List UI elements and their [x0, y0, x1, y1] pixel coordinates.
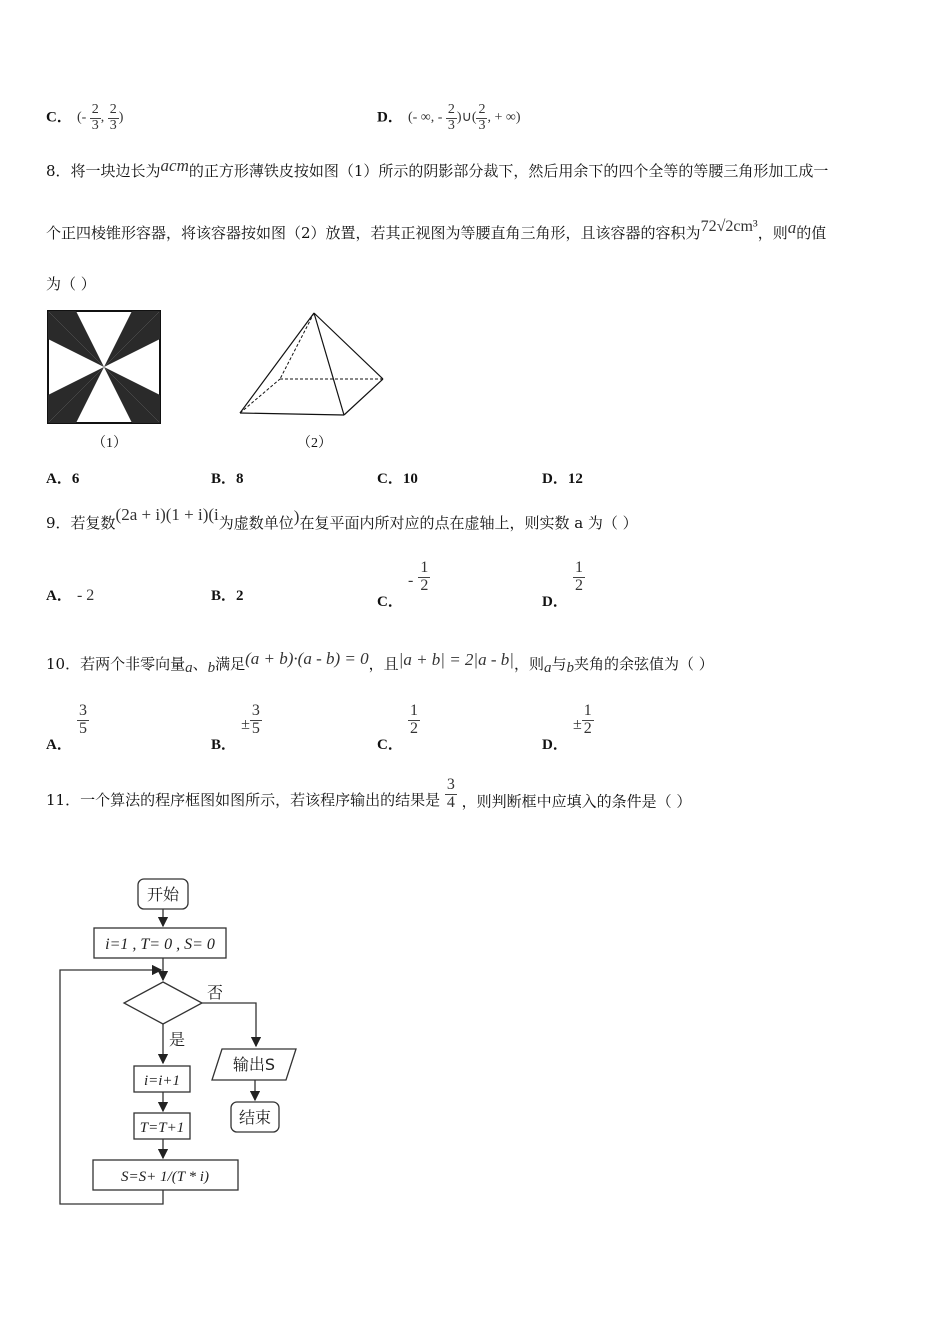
fraction [445, 777, 457, 812]
decision-node [124, 982, 202, 1024]
denominator: 2 [409, 719, 418, 737]
numerator: 1 [583, 702, 592, 719]
numerator: 2 [447, 102, 455, 117]
option-value: 6 [71, 471, 80, 487]
option-label: C． [377, 736, 403, 753]
text: 满足 [215, 655, 246, 673]
math-var: acm [160, 156, 189, 175]
q8-option-b [211, 467, 244, 488]
option-label: A． [46, 471, 72, 487]
fraction [408, 703, 420, 738]
step1-label: i=i+1 [143, 1073, 181, 1089]
math-expr: ) [293, 507, 300, 526]
option-value: 12 [567, 471, 583, 487]
edge [240, 313, 314, 413]
q8-line1 [46, 156, 829, 181]
denominator: 3 [478, 117, 486, 133]
edge [240, 413, 344, 415]
start-label: 开始 [146, 885, 180, 904]
no-label: 否 [206, 983, 224, 1002]
sign: - [407, 571, 414, 589]
flowchart [0, 860, 340, 1220]
numerator: 2 [109, 102, 117, 117]
text: 个正四棱锥形容器，将该容器按如图（2）放置，若其正视图为等腰直角三角形，且该容器的容积为 [46, 224, 701, 242]
denominator: 2 [583, 719, 592, 737]
denominator: 2 [574, 576, 583, 594]
numerator: 2 [91, 102, 99, 117]
fraction [77, 703, 89, 738]
q7-option-d [377, 103, 521, 133]
vector-b: b [566, 660, 574, 676]
init-label: i=1 , T= 0 , S= 0 [105, 936, 215, 953]
hidden-edge [240, 379, 280, 413]
fraction [90, 103, 101, 133]
denominator: 4 [446, 793, 455, 811]
q7-option-c [46, 103, 123, 133]
numerator: 1 [420, 559, 429, 576]
fraction [250, 703, 262, 738]
q9-option-c [377, 559, 430, 610]
vector-b: b [207, 660, 216, 676]
option-label: A． [46, 588, 72, 604]
q10-option-c [377, 702, 420, 753]
step3-label: S=S+ 1/(T * i) [121, 1169, 209, 1185]
text: ，则判断框中应填入的条件是（ ） [461, 792, 692, 811]
q9-option-b [211, 584, 244, 605]
denominator: 5 [251, 719, 260, 737]
text: 、 [192, 655, 208, 673]
q10-option-d [542, 702, 594, 753]
expr-part: (- [76, 110, 87, 126]
vector-a: a [185, 660, 193, 676]
expr-part: ) [118, 110, 124, 126]
text: ，则 [757, 224, 788, 242]
figure-2-pyramid [236, 309, 388, 421]
option-label: D． [542, 593, 568, 610]
q9-option-d [542, 559, 585, 610]
q8-option-c [377, 467, 418, 488]
q7-optc-expr [76, 102, 124, 133]
numerator: 1 [409, 702, 418, 719]
fraction [476, 103, 487, 133]
text: 与 [551, 655, 567, 673]
numerator: 3 [251, 702, 260, 719]
text: 为虚数单位 [218, 514, 294, 532]
math-volume: 72√2cm³ [700, 218, 758, 235]
option-value: - 2 [76, 587, 95, 604]
option-label: D． [377, 109, 403, 126]
text: 夹角的余弦值为（ ） [573, 655, 714, 673]
text: ，且 [368, 655, 399, 673]
text: ，则 [513, 655, 544, 673]
figure-2-caption: （2） [297, 436, 332, 451]
figure-1-caption: （1） [92, 436, 127, 451]
yes-label: 是 [168, 1030, 186, 1049]
numerator: 3 [78, 702, 87, 719]
arrow-no [202, 1003, 256, 1046]
option-label: D． [542, 736, 568, 753]
q9-stem [46, 505, 638, 533]
expr-part: , + ∞) [487, 110, 521, 126]
q9-option-a [46, 584, 94, 605]
sign: ± [241, 715, 250, 733]
q11-stem [46, 776, 692, 820]
expr-part: (- ∞, - [407, 110, 443, 126]
denominator: 5 [78, 719, 87, 737]
numerator: 2 [478, 102, 486, 117]
q8-line3: 为（ ） [46, 275, 96, 293]
text: 在复平面内所对应的点在虚轴上，则实数 a 为（ ） [299, 514, 638, 532]
figure-1-square [46, 309, 162, 425]
step2-label: T=T+1 [139, 1120, 185, 1136]
q10-option-b [211, 702, 262, 753]
text: 9．若复数 [46, 514, 116, 532]
fraction [418, 560, 430, 595]
edge [314, 313, 344, 415]
output-label: 输出S [232, 1055, 276, 1074]
numerator: 3 [446, 776, 455, 793]
denominator: 3 [109, 117, 117, 133]
text: 11．一个算法的程序框图如图所示，若该程序输出的结果是 [46, 791, 441, 810]
math-condition-2: |a + b| = 2|a - b| [398, 650, 514, 669]
q8-option-d [542, 467, 583, 488]
option-label: C． [46, 109, 72, 126]
expr-part: )∪( [456, 110, 477, 126]
fraction [573, 560, 585, 595]
text: 的正方形薄铁皮按如图（1）所示的阴影部分裁下，然后用余下的四个全等的等腰三角形加工成一 [188, 162, 829, 180]
option-label: D． [542, 471, 568, 487]
vector-a: a [543, 660, 552, 676]
option-value: 2 [236, 588, 244, 604]
option-label: B． [211, 471, 237, 487]
option-label: C． [377, 593, 403, 610]
math-var: a [787, 218, 797, 237]
denominator: 3 [447, 117, 455, 133]
option-label: A． [46, 736, 72, 753]
expr-part: , [100, 110, 105, 126]
q8-option-a [46, 467, 79, 488]
fraction [446, 103, 457, 133]
denominator: 2 [420, 576, 429, 594]
option-label: C． [377, 471, 403, 487]
sign: ± [572, 715, 582, 733]
q10-stem [46, 649, 714, 676]
edge [344, 379, 383, 415]
edge [314, 313, 383, 379]
fraction [582, 703, 594, 738]
end-label: 结束 [238, 1108, 272, 1127]
option-value: 10 [402, 471, 418, 487]
hidden-edge [280, 313, 314, 379]
text: 8．将一块边长为 [46, 162, 161, 180]
q7-optd-expr [407, 102, 521, 133]
math-condition-1: (a + b)·(a - b) = 0 [245, 649, 369, 668]
numerator: 1 [574, 559, 583, 576]
option-value: 8 [236, 471, 244, 487]
fraction [108, 103, 119, 133]
text: 的值 [796, 224, 827, 242]
q8-line2 [46, 218, 827, 243]
option-label: B． [211, 736, 237, 753]
option-label: B． [211, 588, 237, 604]
q10-option-a [46, 702, 89, 753]
denominator: 3 [91, 117, 99, 133]
math-expr: (2a + i)(1 + i)(i [115, 505, 219, 524]
text: 10．若两个非零向量 [46, 655, 186, 673]
